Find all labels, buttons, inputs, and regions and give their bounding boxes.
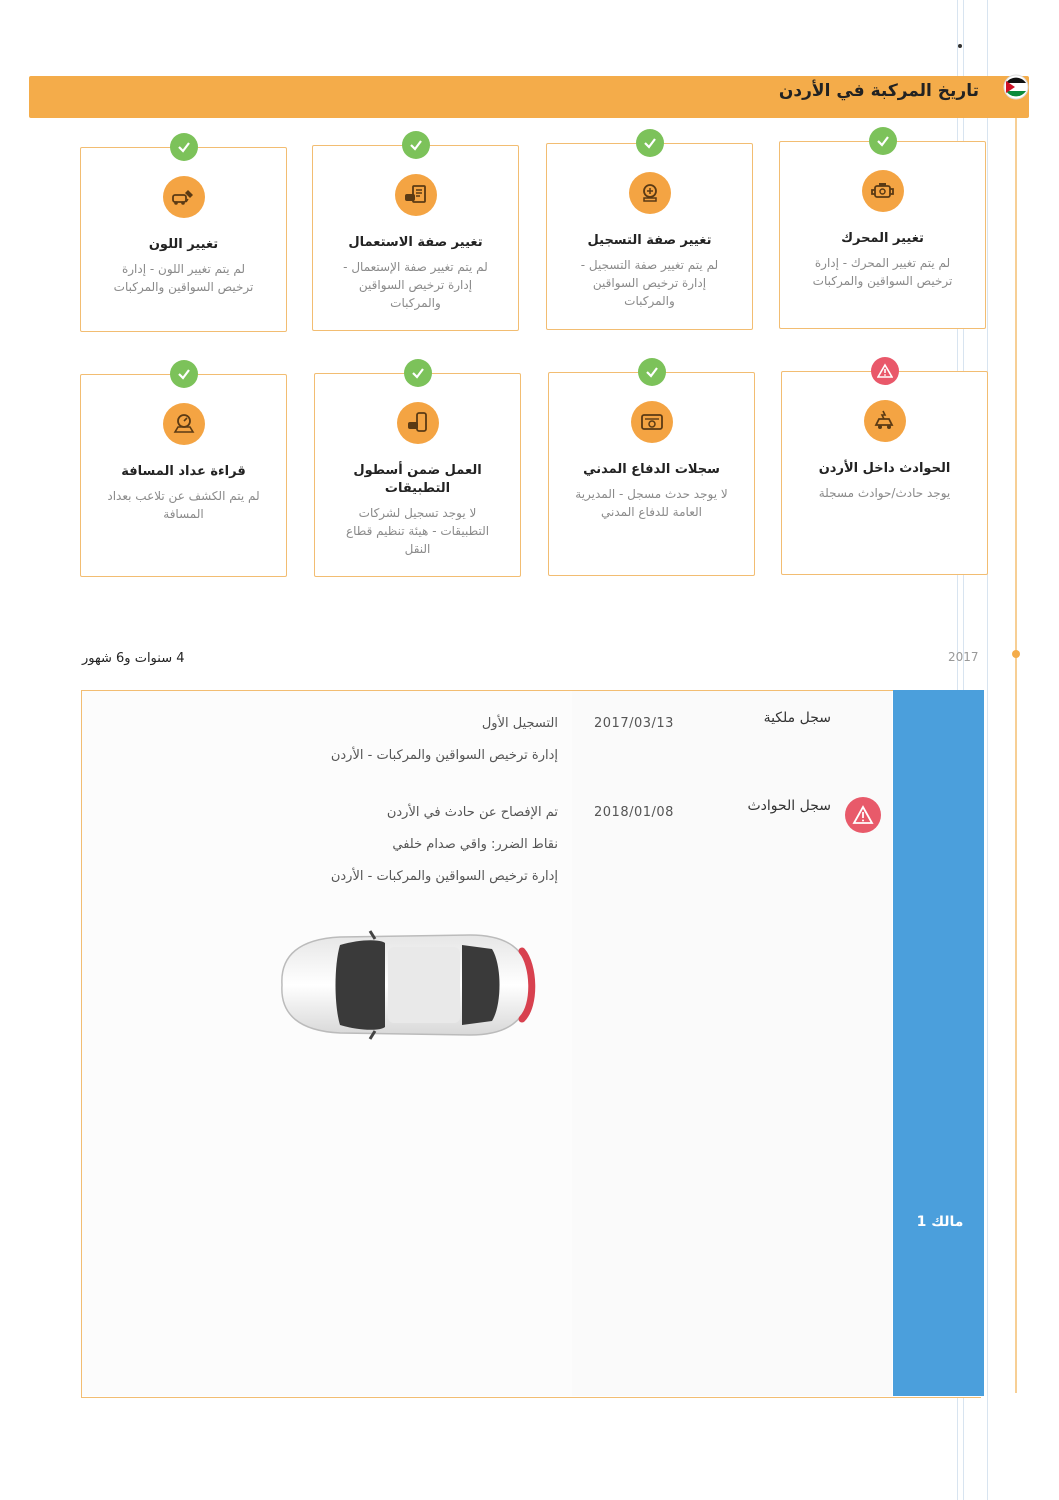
card-registration-change xyxy=(546,143,753,330)
record-detail-line: إدارة ترخيص السواقين والمركبات - الأردن xyxy=(330,748,558,763)
card-description: لا يوجد تسجيل لشركات التطبيقات - هيئة تنظيم قطاع النقل xyxy=(345,506,490,556)
card-app-fleet xyxy=(314,373,521,577)
card-description: لا يوجد حدث مسجل - المديرية العامة للدفاع المدني xyxy=(575,487,728,519)
card-title: تغيير صفة الاستعمال xyxy=(348,235,483,250)
record-detail-line: إدارة ترخيص السواقين والمركبات - الأردن xyxy=(330,869,558,884)
card-title: تغيير صفة التسجيل xyxy=(587,233,712,248)
card-description: لم يتم تغيير صفة التسجيل - إدارة ترخيص السواقين والمركبات xyxy=(580,258,719,308)
card-description: لم يتم تغيير اللون - إدارة ترخيص السواقين والمركبات xyxy=(113,262,254,294)
accident-car-icon xyxy=(864,400,906,442)
record-meta-column xyxy=(572,691,892,1396)
check-icon xyxy=(638,358,666,386)
record-date: 2017/03/13 xyxy=(594,716,674,731)
card-title: تغيير اللون xyxy=(148,237,219,252)
section-title: تاريخ المركبة في الأردن xyxy=(778,81,979,101)
timeline-rail xyxy=(1015,118,1017,1393)
check-icon xyxy=(869,127,897,155)
civil-defense-icon xyxy=(631,401,673,443)
engine-icon xyxy=(862,170,904,212)
card-description: لم يتم الكشف عن تلاعب بعداد المسافة xyxy=(107,489,260,521)
record-type: سجل الحوادث xyxy=(747,798,831,814)
check-icon xyxy=(636,129,664,157)
record-date: 2018/01/08 xyxy=(594,805,674,820)
card-engine-change xyxy=(779,141,986,329)
card-color-change xyxy=(80,147,287,332)
owner-label: مالك 1 xyxy=(916,1214,964,1230)
timeline-dot xyxy=(1012,650,1020,658)
scan-dot xyxy=(958,44,962,48)
warning-icon xyxy=(871,357,899,385)
check-icon xyxy=(170,360,198,388)
card-usage-change xyxy=(312,145,519,331)
car-damage-diagram xyxy=(270,925,540,1045)
card-title: تغيير المحرك xyxy=(841,231,924,246)
check-icon xyxy=(170,133,198,161)
check-icon xyxy=(404,359,432,387)
accident-warning-icon xyxy=(845,797,881,833)
jordan-flag-icon xyxy=(1003,74,1029,100)
owner-panel xyxy=(893,690,984,1396)
card-civil-defense xyxy=(548,372,755,576)
record-detail-line: تم الإفصاح عن حادث في الأردن xyxy=(386,805,558,820)
check-icon xyxy=(402,131,430,159)
ownership-duration: 4 سنوات و6 شهور xyxy=(82,651,185,666)
card-title: العمل ضمن أسطول التطبيقات xyxy=(353,463,482,496)
registration-icon xyxy=(629,172,671,214)
card-title: قراءة عداد المسافة xyxy=(121,464,246,479)
phone-app-icon xyxy=(397,402,439,444)
card-description: يوجد حادث/حوادث مسجلة xyxy=(818,486,951,500)
card-odometer xyxy=(80,374,287,577)
scan-line xyxy=(987,0,988,1500)
usage-icon xyxy=(395,174,437,216)
card-accidents-jordan xyxy=(781,371,988,575)
timeline-year: 2017 xyxy=(948,650,979,664)
record-detail-line: التسجيل الأول xyxy=(481,716,558,731)
card-description: لم يتم تغيير المحرك - إدارة ترخيص السواقين والمركبات xyxy=(812,256,953,288)
card-title: سجلات الدفاع المدني xyxy=(583,462,720,477)
card-title: الحوادث داخل الأردن xyxy=(818,461,951,476)
paint-icon xyxy=(163,176,205,218)
odometer-icon xyxy=(163,403,205,445)
record-detail-line: نقاط الضرر: واقي صدام خلفي xyxy=(392,837,558,852)
card-description: لم يتم تغيير صفة الإستعمال - إدارة ترخيص السواقين والمركبات xyxy=(343,260,488,310)
record-type: سجل ملكية xyxy=(763,710,831,726)
